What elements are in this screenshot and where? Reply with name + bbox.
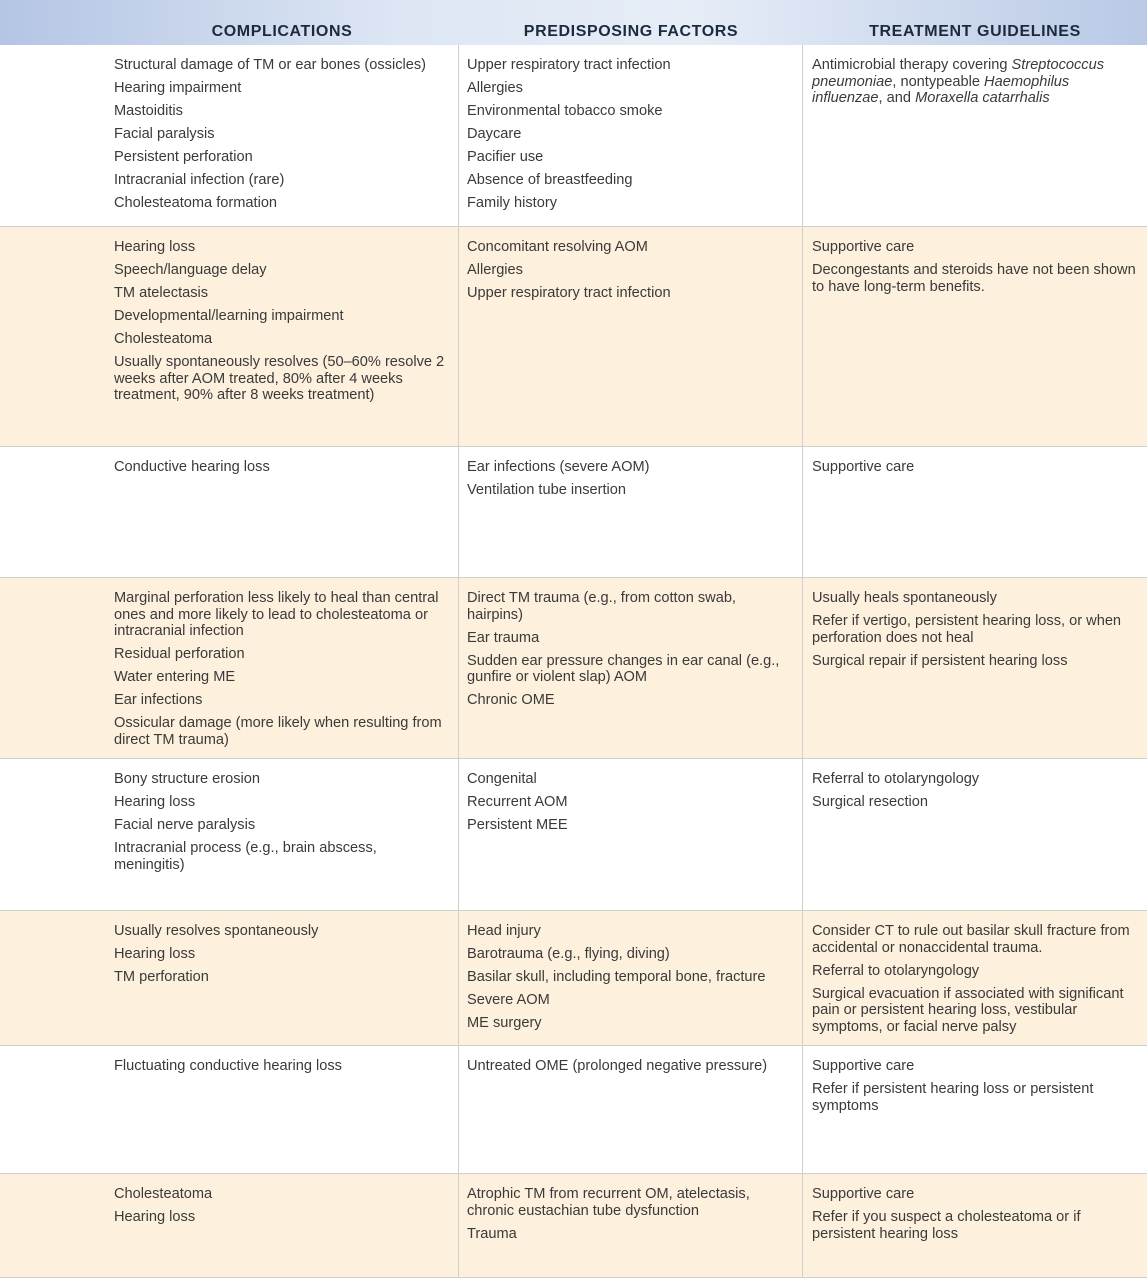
list-item: Fluctuating conductive hearing loss	[114, 1058, 342, 1074]
header-predisposing-factors: PREDISPOSING FACTORS	[523, 23, 739, 40]
predisposing-factors-cell	[459, 1046, 803, 1173]
row-spacer	[0, 227, 105, 446]
list-item: ME surgery	[467, 1015, 542, 1031]
table-row	[0, 1174, 1147, 1278]
list-item: TM atelectasis	[114, 285, 209, 301]
list-item: Referral to otolaryngology	[812, 962, 980, 979]
list-item	[812, 57, 1139, 107]
list-item: Concomitant resolving AOM	[467, 239, 648, 255]
treatment-guidelines-cell	[803, 578, 1147, 758]
treatment-guidelines-cell	[803, 227, 1147, 446]
header-spacer	[0, 0, 105, 45]
list-item: Usually resolves spontaneously	[114, 923, 319, 939]
list-item: Basilar skull, including temporal bone, fracture	[467, 969, 766, 985]
table-row	[0, 227, 1147, 447]
list-item: Refer if persistent hearing loss or persistent symptoms	[812, 1081, 1094, 1114]
table-row	[0, 911, 1147, 1046]
list-item: Hearing loss	[114, 239, 196, 255]
list-item: Surgical resection	[812, 794, 928, 810]
list-item: Water entering ME	[114, 669, 236, 685]
list-item: Supportive care	[812, 459, 915, 475]
table-row	[0, 447, 1147, 578]
list-item: Surgical evacuation if associated with significant pain or persistent hearing loss, vestibular symptoms, or facial nerve palsy	[812, 985, 1124, 1035]
list-item: Ear infections (severe AOM)	[467, 459, 650, 475]
list-item: Hearing loss	[114, 1209, 196, 1225]
complications-cell	[105, 1046, 459, 1173]
text-segment: Antimicrobial therapy covering	[812, 57, 1012, 73]
table-header	[0, 0, 1147, 45]
list-item: Environmental tobacco smoke	[467, 103, 663, 119]
list-item: Structural damage of TM or ear bones (ossicles)	[114, 57, 427, 73]
treatment-guidelines-cell	[803, 911, 1147, 1045]
list-item: Persistent perforation	[114, 149, 253, 165]
list-item: Supportive care	[812, 1058, 915, 1074]
header-complications: COMPLICATIONS	[211, 23, 353, 40]
list-item: Barotrauma (e.g., flying, diving)	[467, 946, 670, 962]
list-item: Atrophic TM from recurrent OM, atelectasis, chronic eustachian tube dysfunction	[467, 1186, 750, 1219]
list-item: Intracranial process (e.g., brain abscess, meningitis)	[114, 840, 377, 873]
complications-cell	[105, 227, 459, 446]
list-item: Intracranial infection (rare)	[114, 172, 285, 188]
treatment-guidelines-cell	[803, 45, 1147, 226]
predisposing-factors-cell	[459, 227, 803, 446]
list-item: Cholesteatoma	[114, 331, 213, 347]
list-item: Congenital	[467, 771, 537, 787]
table-row	[0, 759, 1147, 911]
row-spacer	[0, 45, 105, 226]
table-row	[0, 45, 1147, 227]
list-item: Surgical repair if persistent hearing loss	[812, 652, 1068, 669]
list-item: Allergies	[467, 262, 523, 278]
table-row	[0, 1046, 1147, 1174]
complications-cell	[105, 447, 459, 577]
list-item: Refer if you suspect a cholesteatoma or if persistent hearing loss	[812, 1209, 1081, 1242]
list-item: Persistent MEE	[467, 817, 568, 833]
list-item: Supportive care	[812, 239, 915, 255]
row-spacer	[0, 1046, 105, 1173]
list-item: Ossicular damage (more likely when resulting from direct TM trauma)	[114, 715, 442, 748]
list-item: Supportive care	[812, 1186, 915, 1202]
list-item: Usually spontaneously resolves (50–60% resolve 2 weeks after AOM treated, 80% after 4 weeks treatment, 90% after 8 weeks treatment)	[114, 354, 445, 403]
list-item: Usually heals spontaneously	[812, 590, 997, 606]
list-item: Chronic OME	[467, 692, 555, 708]
list-item: Upper respiratory tract infection	[467, 285, 671, 301]
list-item: Pacifier use	[467, 149, 544, 165]
complications-cell	[105, 911, 459, 1045]
predisposing-factors-cell	[459, 911, 803, 1045]
predisposing-factors-cell	[459, 759, 803, 910]
list-item: Trauma	[467, 1225, 517, 1242]
species-name: Haemophilus influenzae	[812, 73, 1070, 106]
list-item: Hearing loss	[114, 794, 196, 810]
species-name: Moraxella catarrhalis	[915, 90, 1050, 106]
complications-cell	[105, 45, 459, 226]
list-item: Conductive hearing loss	[114, 459, 270, 475]
row-spacer	[0, 578, 105, 758]
list-item: Facial nerve paralysis	[114, 817, 256, 833]
treatment-guidelines-cell	[803, 447, 1147, 577]
predisposing-factors-cell	[459, 1174, 803, 1277]
list-item: Severe AOM	[467, 992, 550, 1008]
list-item: Daycare	[467, 126, 522, 142]
row-spacer	[0, 1174, 105, 1277]
list-item: Developmental/learning impairment	[114, 308, 344, 324]
list-item: Recurrent AOM	[467, 794, 568, 810]
text-segment: , nontypeable	[892, 73, 985, 90]
list-item: Allergies	[467, 80, 523, 96]
treatment-guidelines-cell	[803, 759, 1147, 910]
list-item: Ear infections	[114, 692, 203, 708]
list-item: Referral to otolaryngology	[812, 771, 980, 787]
table-body	[0, 45, 1147, 1278]
predisposing-factors-cell	[459, 447, 803, 577]
row-spacer	[0, 447, 105, 577]
list-item: Absence of breastfeeding	[467, 172, 633, 188]
list-item: Facial paralysis	[114, 126, 215, 142]
table-row	[0, 578, 1147, 759]
list-item: Refer if vertigo, persistent hearing loss, or when perforation does not heal	[812, 613, 1122, 646]
text-segment: , and	[878, 90, 916, 106]
list-item: Sudden ear pressure changes in ear canal (e.g., gunfire or violent slap) AOM	[467, 652, 780, 685]
list-item: Ventilation tube insertion	[467, 482, 627, 498]
complications-cell	[105, 1174, 459, 1277]
list-item: Upper respiratory tract infection	[467, 57, 671, 73]
list-item: Speech/language delay	[114, 262, 267, 278]
list-item: Hearing loss	[114, 946, 196, 962]
list-item: Bony structure erosion	[114, 771, 261, 787]
treatment-guidelines-cell	[803, 1046, 1147, 1173]
list-item: Residual perforation	[114, 646, 245, 662]
list-item: Direct TM trauma (e.g., from cotton swab, hairpins)	[467, 590, 736, 623]
list-item: Hearing impairment	[114, 80, 242, 96]
list-item: Head injury	[467, 923, 541, 939]
species-name: Streptococcus pneumoniae	[812, 57, 1105, 90]
list-item: Family history	[467, 195, 558, 211]
list-item: Ear trauma	[467, 629, 540, 646]
predisposing-factors-cell	[459, 45, 803, 226]
list-item: Consider CT to rule out basilar skull fracture from accidental or nonaccidental trauma.	[812, 923, 1130, 956]
header-treatment-guidelines: TREATMENT GUIDELINES	[869, 23, 1081, 40]
list-item: Mastoiditis	[114, 103, 183, 119]
predisposing-factors-cell	[459, 578, 803, 758]
list-item: Untreated OME (prolonged negative pressure)	[467, 1058, 768, 1074]
list-item: Cholesteatoma formation	[114, 195, 278, 211]
list-item: Decongestants and steroids have not been shown to have long-term benefits.	[812, 262, 1136, 295]
treatment-guidelines-cell	[803, 1174, 1147, 1277]
complications-cell	[105, 759, 459, 910]
list-item: Marginal perforation less likely to heal than central ones and more likely to lead to cholesteatoma or intracranial infection	[114, 590, 439, 639]
list-item: TM perforation	[114, 969, 209, 985]
row-spacer	[0, 911, 105, 1045]
list-item: Cholesteatoma	[114, 1186, 213, 1202]
row-spacer	[0, 759, 105, 910]
complications-cell	[105, 578, 459, 758]
